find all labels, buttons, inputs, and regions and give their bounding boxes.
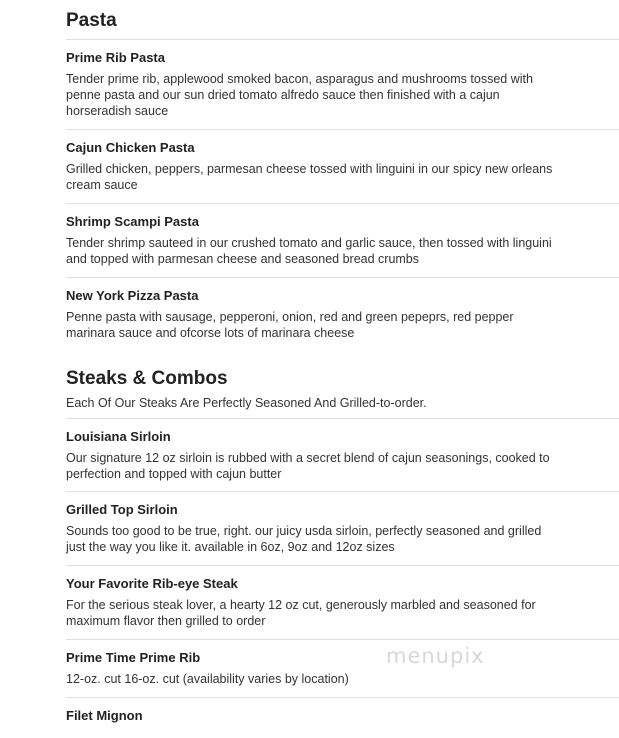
item-description: Tender shrimp sauteed in our crushed tomato and garlic sauce, then tossed with linguini and topped with parmesan cheese and seasoned bread crumbs bbox=[66, 236, 552, 266]
item-name: New York Pizza Pasta bbox=[66, 288, 199, 303]
section-description: Each Of Our Steaks Are Perfectly Seasoned And Grilled-to-order. bbox=[66, 396, 427, 410]
menu-item bbox=[66, 277, 619, 341]
item-name: Prime Rib Pasta bbox=[66, 50, 165, 65]
watermark-logo: menupix bbox=[386, 644, 485, 668]
item-description: Grilled chicken, peppers, parmesan cheese tossed with linguini in our spicy new orleans cream sauce bbox=[66, 162, 553, 192]
item-description: For the serious steak lover, a hearty 12 oz cut, generously marbled and seasoned for maximum flavor then grilled to order bbox=[66, 598, 536, 628]
section-title: Pasta bbox=[66, 10, 117, 31]
item-description: Sounds too good to be true, right. our juicy usda sirloin, perfectly seasoned and grilled just the way you like it. available in 6oz, 9oz and 12oz sizes bbox=[66, 524, 542, 554]
item-name: Your Favorite Rib-eye Steak bbox=[66, 576, 238, 591]
item-description: Penne pasta with sausage, pepperoni, onion, red and green pepeprs, red pepper marinara sauce and ofcorse lots of marinara cheese bbox=[66, 310, 514, 340]
menu-item bbox=[66, 639, 619, 687]
item-name: Shrimp Scampi Pasta bbox=[66, 214, 199, 229]
menu-item bbox=[66, 129, 619, 193]
menu-item bbox=[66, 697, 619, 725]
menu-item bbox=[66, 418, 619, 482]
item-name: Louisiana Sirloin bbox=[66, 429, 171, 444]
section-pasta bbox=[66, 9, 619, 33]
item-name: Prime Time Prime Rib bbox=[66, 650, 201, 665]
item-description: Our signature 12 oz sirloin is rubbed with a secret blend of cajun seasonings, cooked to perfection and topped with cajun butter bbox=[66, 451, 550, 481]
menu-item bbox=[66, 203, 619, 267]
section-steaks bbox=[66, 367, 619, 411]
item-description: Tender prime rib, applewood smoked bacon, asparagus and mushrooms tossed with penne pasta and our sun dried tomato alfredo sauce then finished with a cajun horseradish sauce bbox=[66, 72, 533, 118]
item-description: 12-oz. cut 16-oz. cut (availability varies by location) bbox=[66, 672, 349, 686]
section-title: Steaks & Combos bbox=[66, 368, 228, 389]
item-name: Cajun Chicken Pasta bbox=[66, 140, 195, 155]
item-name: Filet Mignon bbox=[66, 708, 143, 723]
item-name: Grilled Top Sirloin bbox=[66, 502, 178, 517]
menu-item bbox=[66, 565, 619, 629]
menu-item bbox=[66, 39, 619, 119]
menu-item bbox=[66, 491, 619, 555]
